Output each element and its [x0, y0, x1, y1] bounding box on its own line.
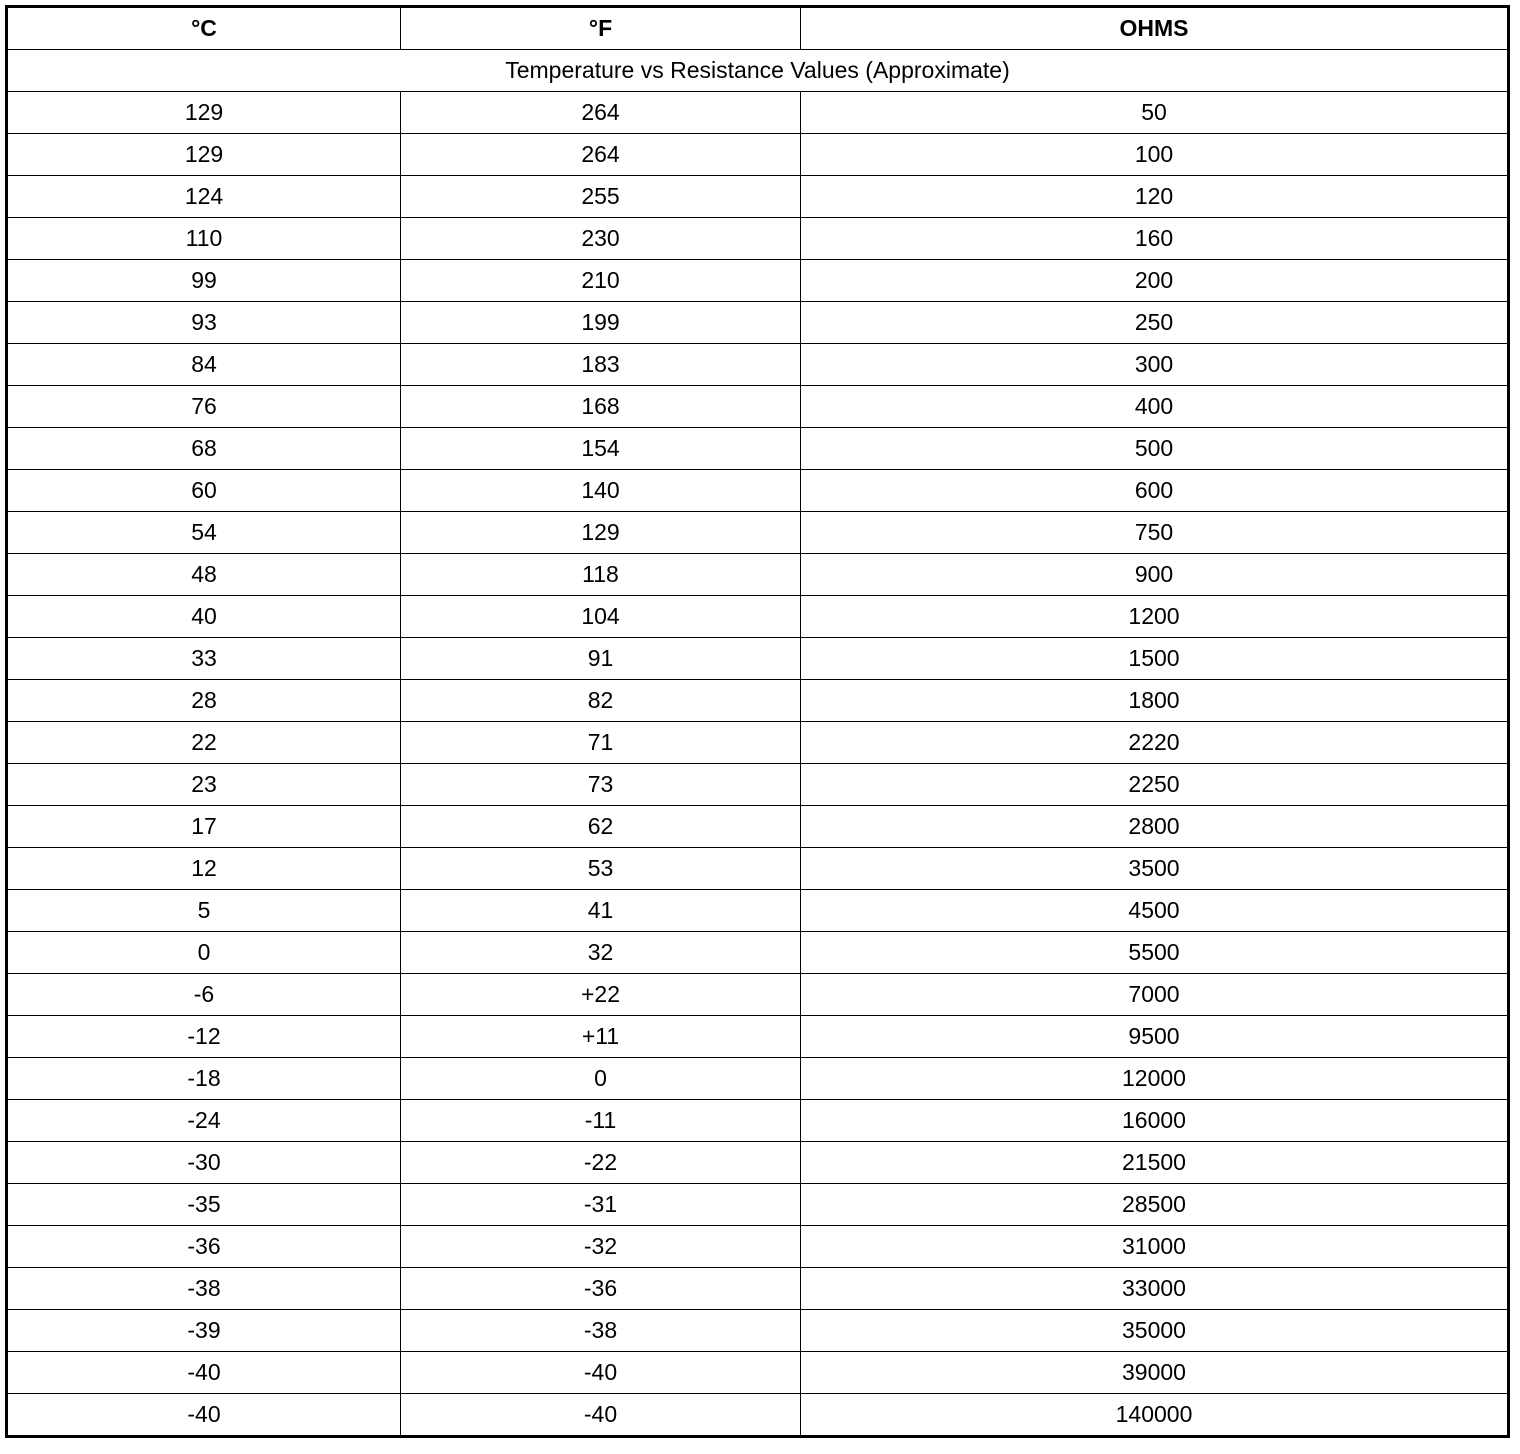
- cell-celsius: 40: [7, 596, 401, 638]
- cell-fahrenheit: 168: [401, 386, 801, 428]
- cell-fahrenheit: 264: [401, 134, 801, 176]
- cell-fahrenheit: 129: [401, 512, 801, 554]
- cell-fahrenheit: +11: [401, 1016, 801, 1058]
- table-row: [7, 176, 1509, 218]
- cell-celsius: 22: [7, 722, 401, 764]
- cell-ohms: 35000: [801, 1310, 1509, 1352]
- table-body: [7, 50, 1509, 1437]
- cell-celsius: 99: [7, 260, 401, 302]
- cell-celsius: 28: [7, 680, 401, 722]
- cell-celsius: 0: [7, 932, 401, 974]
- cell-fahrenheit: 118: [401, 554, 801, 596]
- cell-ohms: 250: [801, 302, 1509, 344]
- cell-celsius: 93: [7, 302, 401, 344]
- table-header: [7, 7, 1509, 50]
- cell-ohms: 100: [801, 134, 1509, 176]
- table-row: [7, 386, 1509, 428]
- cell-fahrenheit: -32: [401, 1226, 801, 1268]
- table-row: [7, 512, 1509, 554]
- cell-ohms: 4500: [801, 890, 1509, 932]
- table-row: [7, 554, 1509, 596]
- cell-fahrenheit: -31: [401, 1184, 801, 1226]
- cell-celsius: 54: [7, 512, 401, 554]
- cell-fahrenheit: 140: [401, 470, 801, 512]
- cell-ohms: 28500: [801, 1184, 1509, 1226]
- table-row: [7, 1226, 1509, 1268]
- table-row: [7, 344, 1509, 386]
- cell-fahrenheit: 199: [401, 302, 801, 344]
- table-row: [7, 1184, 1509, 1226]
- cell-celsius: 33: [7, 638, 401, 680]
- cell-celsius: -6: [7, 974, 401, 1016]
- cell-celsius: -40: [7, 1352, 401, 1394]
- cell-fahrenheit: -38: [401, 1310, 801, 1352]
- cell-ohms: 160: [801, 218, 1509, 260]
- cell-celsius: -24: [7, 1100, 401, 1142]
- cell-celsius: 48: [7, 554, 401, 596]
- cell-ohms: 21500: [801, 1142, 1509, 1184]
- table-row: [7, 890, 1509, 932]
- table-row: [7, 848, 1509, 890]
- cell-ohms: 200: [801, 260, 1509, 302]
- cell-ohms: 300: [801, 344, 1509, 386]
- table-row: [7, 596, 1509, 638]
- header-row: [7, 7, 1509, 50]
- cell-fahrenheit: -11: [401, 1100, 801, 1142]
- cell-ohms: 9500: [801, 1016, 1509, 1058]
- cell-fahrenheit: -36: [401, 1268, 801, 1310]
- cell-celsius: 110: [7, 218, 401, 260]
- cell-fahrenheit: 230: [401, 218, 801, 260]
- table-row: [7, 134, 1509, 176]
- table-row: [7, 1058, 1509, 1100]
- cell-ohms: 1800: [801, 680, 1509, 722]
- table-row: [7, 680, 1509, 722]
- cell-ohms: 3500: [801, 848, 1509, 890]
- cell-celsius: 5: [7, 890, 401, 932]
- table-row: [7, 638, 1509, 680]
- header-ohms: OHMS: [801, 7, 1509, 50]
- cell-ohms: 500: [801, 428, 1509, 470]
- cell-fahrenheit: -40: [401, 1352, 801, 1394]
- cell-celsius: 60: [7, 470, 401, 512]
- cell-celsius: 124: [7, 176, 401, 218]
- cell-fahrenheit: 255: [401, 176, 801, 218]
- table-row: [7, 260, 1509, 302]
- cell-celsius: -30: [7, 1142, 401, 1184]
- cell-fahrenheit: 32: [401, 932, 801, 974]
- temperature-resistance-table: [5, 5, 1510, 1438]
- cell-ohms: 7000: [801, 974, 1509, 1016]
- cell-celsius: 68: [7, 428, 401, 470]
- cell-ohms: 900: [801, 554, 1509, 596]
- cell-fahrenheit: 104: [401, 596, 801, 638]
- cell-fahrenheit: 62: [401, 806, 801, 848]
- cell-ohms: 39000: [801, 1352, 1509, 1394]
- cell-celsius: 17: [7, 806, 401, 848]
- cell-fahrenheit: 264: [401, 92, 801, 134]
- cell-fahrenheit: 73: [401, 764, 801, 806]
- table-row: [7, 470, 1509, 512]
- cell-celsius: 129: [7, 134, 401, 176]
- cell-ohms: 33000: [801, 1268, 1509, 1310]
- cell-fahrenheit: 82: [401, 680, 801, 722]
- cell-celsius: -18: [7, 1058, 401, 1100]
- cell-fahrenheit: 210: [401, 260, 801, 302]
- cell-fahrenheit: +22: [401, 974, 801, 1016]
- table-row: [7, 1268, 1509, 1310]
- cell-fahrenheit: 91: [401, 638, 801, 680]
- table-row: [7, 722, 1509, 764]
- table-row: [7, 806, 1509, 848]
- cell-ohms: 400: [801, 386, 1509, 428]
- table-row: [7, 1142, 1509, 1184]
- cell-ohms: 750: [801, 512, 1509, 554]
- table-row: [7, 1016, 1509, 1058]
- cell-fahrenheit: 71: [401, 722, 801, 764]
- cell-celsius: -12: [7, 1016, 401, 1058]
- table-row: [7, 1310, 1509, 1352]
- cell-ohms: 5500: [801, 932, 1509, 974]
- cell-ohms: 140000: [801, 1394, 1509, 1437]
- cell-ohms: 2800: [801, 806, 1509, 848]
- table-row: [7, 932, 1509, 974]
- cell-ohms: 2220: [801, 722, 1509, 764]
- caption-row: [7, 50, 1509, 92]
- table-row: [7, 1352, 1509, 1394]
- cell-ohms: 600: [801, 470, 1509, 512]
- header-celsius: °C: [7, 7, 401, 50]
- table-row: [7, 92, 1509, 134]
- cell-ohms: 2250: [801, 764, 1509, 806]
- temperature-resistance-table-container: [5, 5, 1507, 1438]
- cell-fahrenheit: 53: [401, 848, 801, 890]
- table-row: [7, 764, 1509, 806]
- cell-celsius: -40: [7, 1394, 401, 1437]
- cell-celsius: 84: [7, 344, 401, 386]
- table-caption: Temperature vs Resistance Values (Approximate): [7, 50, 1509, 92]
- cell-ohms: 31000: [801, 1226, 1509, 1268]
- cell-fahrenheit: 0: [401, 1058, 801, 1100]
- cell-celsius: 129: [7, 92, 401, 134]
- cell-ohms: 1500: [801, 638, 1509, 680]
- cell-fahrenheit: 41: [401, 890, 801, 932]
- table-row: [7, 428, 1509, 470]
- cell-fahrenheit: 183: [401, 344, 801, 386]
- cell-celsius: 23: [7, 764, 401, 806]
- cell-ohms: 120: [801, 176, 1509, 218]
- header-fahrenheit: °F: [401, 7, 801, 50]
- cell-ohms: 1200: [801, 596, 1509, 638]
- cell-ohms: 50: [801, 92, 1509, 134]
- cell-celsius: 76: [7, 386, 401, 428]
- cell-ohms: 16000: [801, 1100, 1509, 1142]
- cell-celsius: 12: [7, 848, 401, 890]
- cell-celsius: -36: [7, 1226, 401, 1268]
- table-row: [7, 974, 1509, 1016]
- cell-celsius: -39: [7, 1310, 401, 1352]
- table-row: [7, 302, 1509, 344]
- table-row: [7, 218, 1509, 260]
- cell-ohms: 12000: [801, 1058, 1509, 1100]
- cell-fahrenheit: -40: [401, 1394, 801, 1437]
- table-row: [7, 1394, 1509, 1437]
- cell-celsius: -35: [7, 1184, 401, 1226]
- cell-fahrenheit: -22: [401, 1142, 801, 1184]
- cell-fahrenheit: 154: [401, 428, 801, 470]
- table-row: [7, 1100, 1509, 1142]
- cell-celsius: -38: [7, 1268, 401, 1310]
